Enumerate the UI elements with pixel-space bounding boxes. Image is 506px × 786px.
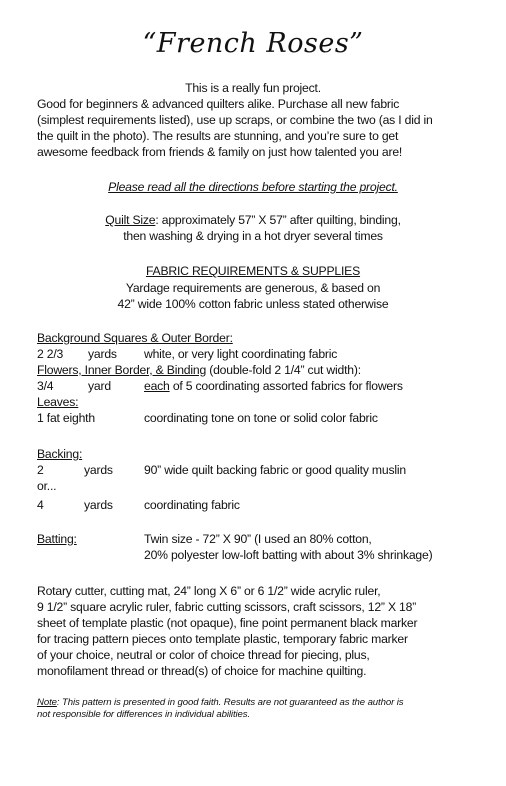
supplies-line: sheet of template plastic (not opaque), fine point permanent black marker (37, 616, 418, 630)
backing-qty: 2 (37, 463, 44, 477)
background-qty: 2 2/3 (37, 347, 64, 361)
quilt-size-text: : approximately 57” X 57” after quilting, binding, (155, 213, 401, 227)
batting-line: 20% polyester low-loft batting with about 3% shrinkage) (144, 548, 433, 562)
intro-line: awesome feedback from friends & family on just how talented you are! (37, 145, 403, 159)
quilt-size-label: Quilt Size (105, 213, 156, 227)
quilt-size-line-2: then washing & drying in a hot dryer several times (123, 229, 383, 243)
intro-line: (simplest requirements listed), use up scraps, or combine the two (as I did in (37, 113, 433, 127)
supplies-line: 9 1/2” square acrylic ruler, fabric cutting scissors, craft scissors, 12” X 18” (37, 600, 417, 614)
flowers-desc-text: of 5 coordinating assorted fabrics for flowers (169, 379, 403, 393)
supplies-line: Rotary cutter, cutting mat, 24” long X 6” or 6 1/2” wide acrylic ruler, (37, 584, 381, 598)
fabric-requirements-line: 42” wide 100% cotton fabric unless stated otherwise (117, 297, 389, 311)
fabric-requirements-line: Yardage requirements are generous, & based on (125, 281, 381, 295)
intro-line: This is a really fun project. (185, 81, 321, 95)
disclaimer-note (37, 697, 403, 721)
backing-heading: Backing: (37, 447, 83, 461)
batting-line: Twin size - 72” X 90” (I used an 80% cotton, (144, 532, 372, 546)
flowers-desc (144, 378, 403, 394)
disclaimer-line-1 (37, 697, 403, 709)
background-unit: yards (88, 347, 117, 361)
note-text: : This pattern is presented in good faith. Results are not guaranteed as the author is (56, 697, 404, 708)
leaves-heading: Leaves: (37, 395, 79, 409)
backing-unit: yards (84, 463, 113, 477)
background-desc: white, or very light coordinating fabric (144, 347, 338, 361)
backing-desc: coordinating fabric (144, 498, 240, 512)
supplies-line: monofilament thread or thread(s) of choice for machine quilting. (37, 664, 367, 678)
backing-unit: yards (84, 498, 113, 512)
disclaimer-line-2: not responsible for differences in individual abilities. (37, 709, 251, 720)
read-directions-note: Please read all the directions before starting the project. (108, 180, 398, 194)
flowers-unit: yard (88, 379, 111, 393)
backing-or: or... (37, 479, 57, 493)
intro-line: Good for beginners & advanced quilters alike. Purchase all new fabric (37, 97, 400, 111)
background-heading: Background Squares & Outer Border: (37, 331, 233, 345)
backing-desc: 90” wide quilt backing fabric or good quality muslin (144, 463, 406, 477)
supplies-line: for tracing pattern pieces onto template plastic, temporary fabric marker (37, 632, 408, 646)
intro-line: the quilt in the photo). The results are stunning, and you’re sure to get (37, 129, 399, 143)
supplies-line: of your choice, neutral or color of choice thread for piecing, plus, (37, 648, 370, 662)
quilt-size-line (0, 212, 506, 228)
flowers-heading: Flowers, Inner Border, & Binding (37, 363, 207, 377)
backing-qty: 4 (37, 498, 44, 512)
note-label: Note (37, 697, 57, 708)
flowers-each: each (144, 379, 170, 393)
leaves-qty: 1 fat eighth (37, 411, 95, 425)
batting-heading: Batting: (37, 532, 77, 546)
page-title: “French Roses” (142, 28, 364, 59)
flowers-qty: 3/4 (37, 379, 54, 393)
fabric-requirements-heading: FABRIC REQUIREMENTS & SUPPLIES (145, 264, 361, 278)
flowers-heading-line (37, 362, 361, 378)
leaves-desc: coordinating tone on tone or solid color fabric (144, 411, 378, 425)
flowers-heading-suffix: (double-fold 2 1/4” cut width): (206, 363, 361, 377)
